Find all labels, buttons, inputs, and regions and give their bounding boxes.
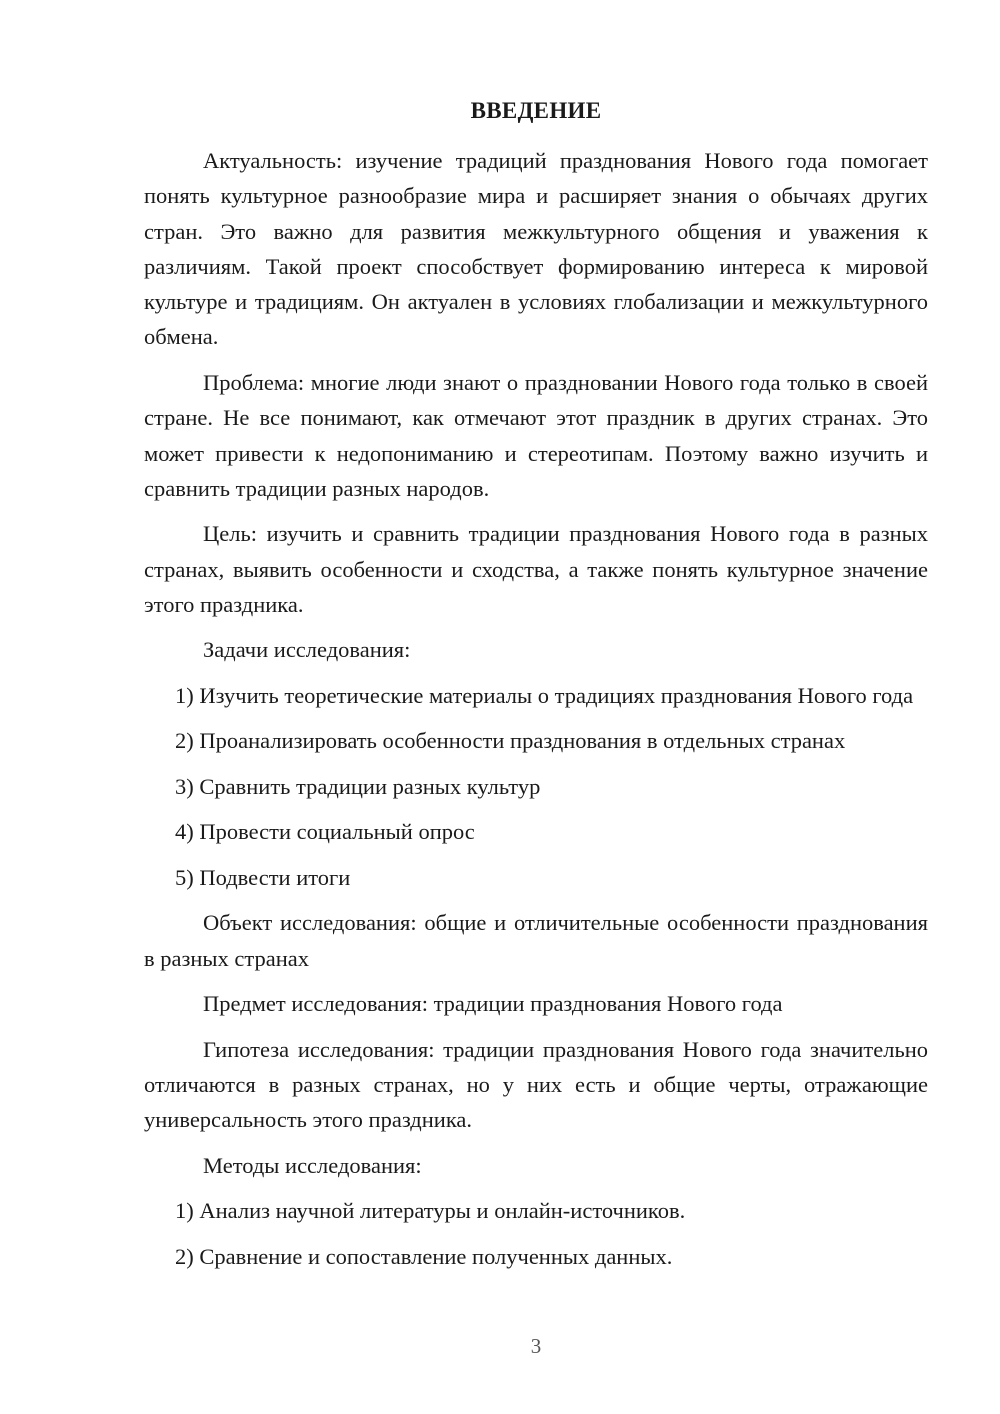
task-item: 3) Сравнить традиции разных культур xyxy=(175,773,541,799)
subject-paragraph: Предмет исследования: традиции празднования Нового года xyxy=(203,991,783,1017)
task-item: 4) Провести социальный опрос xyxy=(175,819,475,845)
task-item: 1) Изучить теоретические материалы о традициях празднования Нового года xyxy=(175,682,914,708)
problem-paragraph: Проблема: многие люди знают о праздновании Нового года только в своей стране. Не все понимают, как отмечают этот праздник в других странах. Это может привести к недопониманию и стереотипам. Поэтому важно изучить и сравнить традиции разных народов. xyxy=(144,369,928,501)
methods-heading: Методы исследования: xyxy=(203,1152,422,1178)
tasks-heading: Задачи исследования: xyxy=(203,637,411,663)
task-item: 2) Проанализировать особенности празднования в отдельных странах xyxy=(175,728,846,754)
method-item: 1) Анализ научной литературы и онлайн-источников. xyxy=(175,1198,686,1224)
section-heading: ВВЕДЕНИЕ xyxy=(470,98,602,123)
object-paragraph: Объект исследования: общие и отличительные особенности празднования в разных странах xyxy=(144,910,928,971)
hypothesis-paragraph: Гипотеза исследования: традиции празднования Нового года значительно отличаются в разных странах, но у них есть и общие черты, отражающие универсальность этого праздника. xyxy=(144,1036,928,1133)
task-item: 5) Подвести итоги xyxy=(175,864,351,890)
goal-paragraph: Цель: изучить и сравнить традиции празднования Нового года в разных странах, выявить особенности и сходства, а также понять культурное значение этого праздника. xyxy=(144,521,928,617)
relevance-paragraph: Актуальность: изучение традиций празднования Нового года помогает понять культурное разнообразие мира и расширяет знания о обычаях других стран. Это важно для развития межкультурного общения и уважения к различиям. Такой проект способствует формированию интереса к мировой культуре и традициям. Он актуален в условиях глобализации и межкультурного обмена. xyxy=(144,148,928,350)
method-item: 2) Сравнение и сопоставление полученных данных. xyxy=(175,1243,673,1269)
page-number: 3 xyxy=(530,1334,542,1358)
body-text xyxy=(144,143,928,1284)
